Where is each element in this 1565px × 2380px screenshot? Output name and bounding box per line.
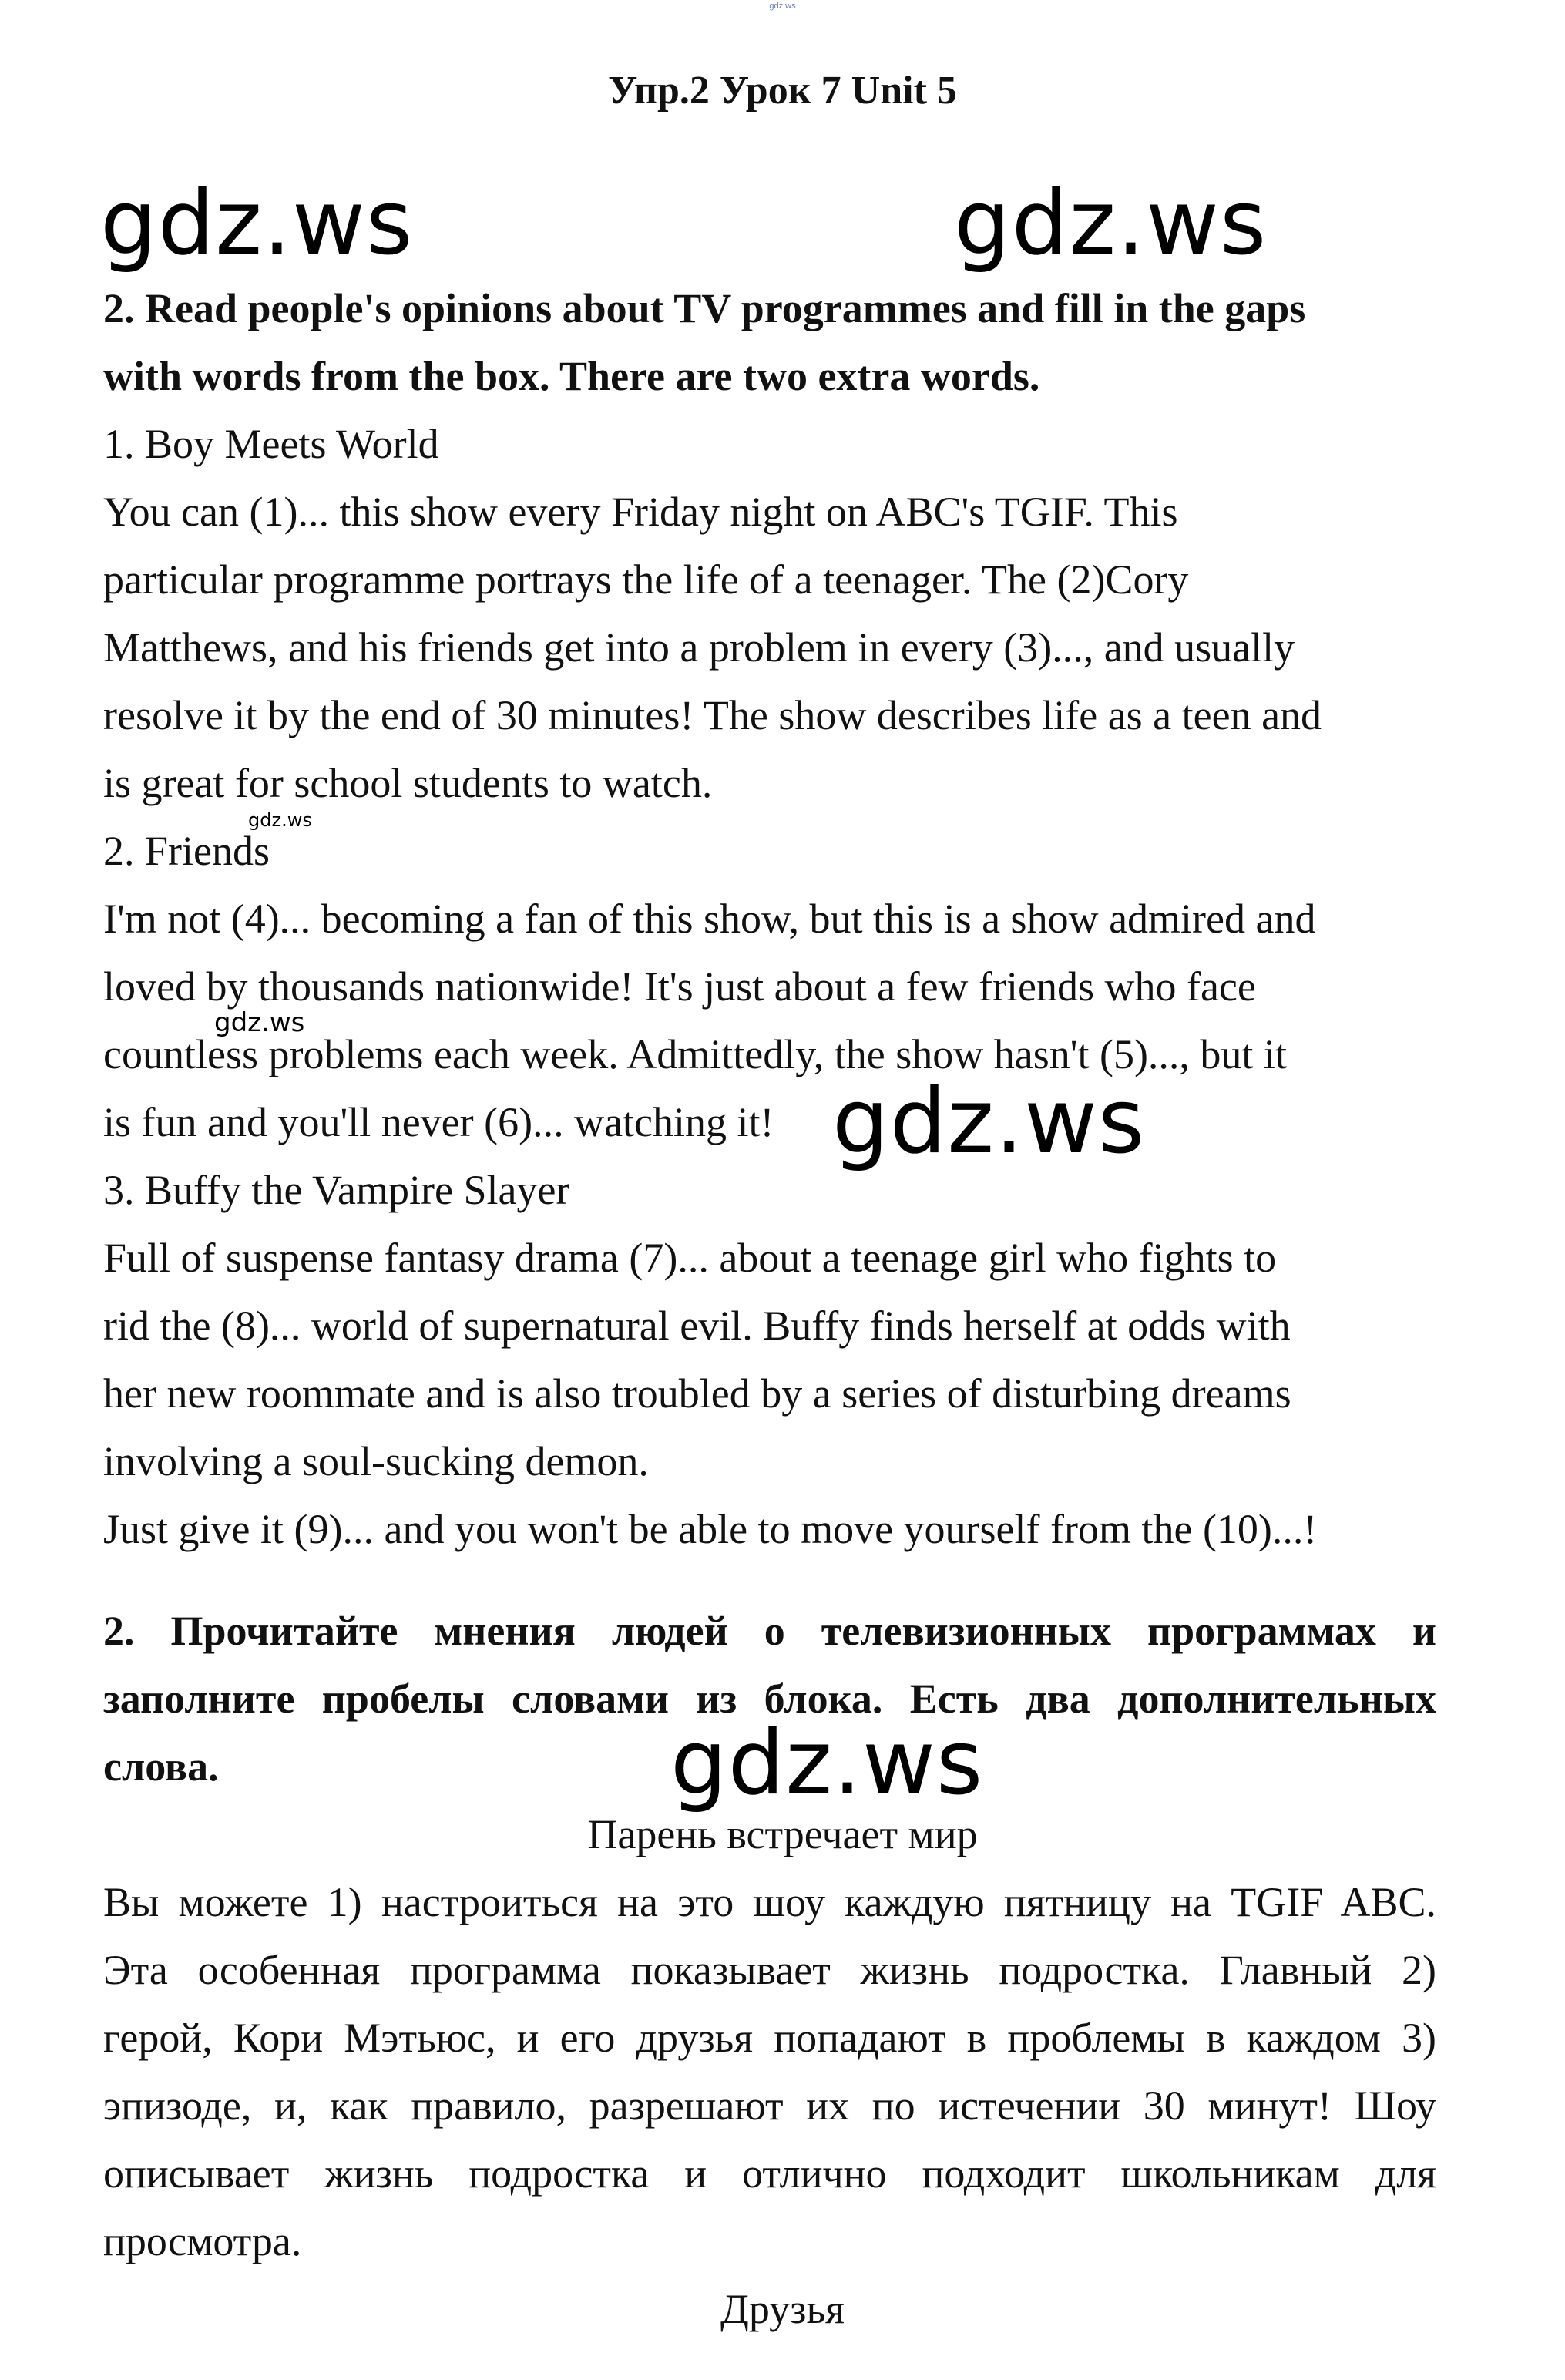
section-2-line-3: countless problems each week. Admittedly, the show hasn't (5)..., but it [103, 1031, 1287, 1077]
section-3-line-3: her new roommate and is also troubled by a series of disturbing dreams [103, 1370, 1291, 1417]
section-3-line-2: rid the (8)... world of supernatural evil. Buffy finds herself at odds with [103, 1303, 1291, 1349]
ru-section-1-line-4: эпизоде, и, как правило, разрешают их по истечении 30 минут! Шоу [103, 2082, 1436, 2129]
ru-section-1-line-2: Эта особенная программа показывает жизнь подростка. Главный 2) [103, 1947, 1436, 1993]
task-en-line-2: with words from the box. There are two extra words. [103, 353, 1040, 399]
section-3-line-1: Full of suspense fantasy drama (7)... about a teenage girl who fights to [103, 1235, 1277, 1281]
section-2-heading: 2. Friends [103, 828, 270, 874]
page-title: Упр.2 Урок 7 Unit 5 [608, 69, 957, 113]
section-2-line-2: loved by thousands nationwide! It's just about a few friends who face [103, 963, 1256, 1010]
section-1-line-1: You can (1)... this show every Friday night on ABC's TGIF. This [103, 489, 1178, 535]
watermark-right: gdz.ws [954, 171, 1268, 275]
section-3-line-5: Just give it (9)... and you won't be able to move yourself from the (10)...! [103, 1506, 1318, 1552]
section-3-line-4: involving a soul-sucking demon. [103, 1438, 649, 1484]
task-ru-line-3: слова. [103, 1743, 219, 1790]
watermark-left: gdz.ws [100, 171, 414, 275]
watermark-small-2: gdz.ws [214, 1007, 305, 1038]
section-1-line-3: Matthews, and his friends get into a problem in every (3)..., and usually [103, 624, 1295, 671]
section-2-line-1: I'm not (4)... becoming a fan of this show, but this is a show admired and [103, 896, 1316, 942]
section-1-line-5: is great for school students to watch. [103, 760, 713, 806]
task-en-line-1: 2. Read people's opinions about TV programmes and fill in the gaps [103, 285, 1306, 331]
section-3-heading: 3. Buffy the Vampire Slayer [103, 1167, 570, 1213]
section-2-line-4: is fun and you'll never (6)... watching it! [103, 1099, 774, 1145]
watermark-lower: gdz.ws [670, 1711, 984, 1815]
watermark-small-1: gdz.ws [248, 809, 312, 831]
ru-section-1-line-6: просмотра. [103, 2218, 302, 2264]
watermark-center: gdz.ws [832, 1070, 1146, 1174]
section-1-line-2: particular programme portrays the life of a teenager. The (2)Cory [103, 556, 1189, 603]
section-1-line-4: resolve it by the end of 30 minutes! The show describes life as a teen and [103, 692, 1322, 738]
ru-section-2-heading: Друзья [720, 2286, 845, 2332]
ru-section-1-heading: Парень встречает мир [587, 1811, 978, 1857]
section-1-heading: 1. Boy Meets World [103, 421, 439, 467]
ru-section-1-line-5: описывает жизнь подростка и отлично подходит школьникам для [103, 2150, 1436, 2197]
ru-section-1-line-3: герой, Кори Мэтьюс, и его друзья попадают в проблемы в каждом 3) [103, 2015, 1436, 2061]
top-watermark: gdz.ws [769, 2, 796, 11]
task-ru-line-1: 2. Прочитайте мнения людей о телевизионных программах и [103, 1608, 1436, 1654]
ru-section-1-line-1: Вы можете 1) настроиться на это шоу каждую пятницу на TGIF ABC. [103, 1879, 1436, 1925]
task-ru-line-2: заполните пробелы словами из блока. Есть два дополнительных [103, 1676, 1436, 1722]
